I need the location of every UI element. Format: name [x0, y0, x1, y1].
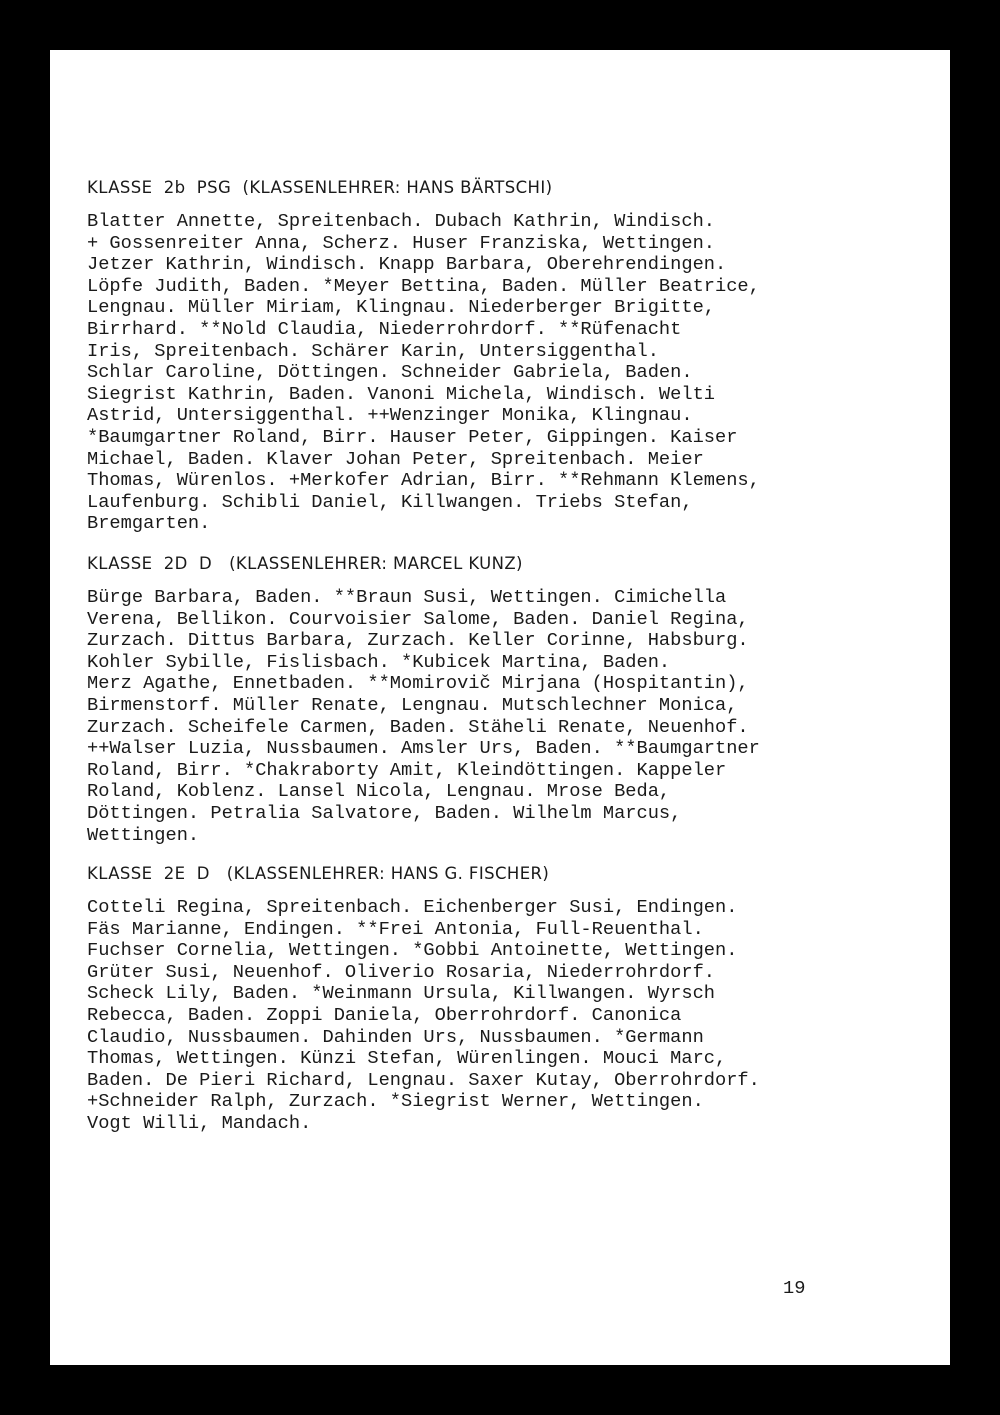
text-line: Baden. De Pieri Richard, Lengnau. Saxer Kutay, Oberrohrdorf.: [87, 1068, 760, 1091]
text-line: ++Walser Luzia, Nussbaumen. Amsler Urs, Baden. **Baumgartner: [87, 737, 760, 760]
text-line: Blatter Annette, Spreitenbach. Dubach Kathrin, Windisch.: [87, 210, 716, 232]
class-2b-student-list: [87, 211, 887, 535]
text-line: + Gossenreiter Anna, Scherz. Huser Franziska, Wettingen.: [87, 231, 716, 254]
text-line: Siegrist Kathrin, Baden. Vanoni Michela, Windisch. Welti: [87, 382, 716, 405]
text-line: Michael, Baden. Klaver Johan Peter, Spreitenbach. Meier: [87, 447, 704, 470]
class-2d-heading: KLASSE 2D D (KLASSENLEHRER: MARCEL KUNZ): [87, 554, 523, 573]
text-line: Laufenburg. Schibli Daniel, Killwangen. Triebs Stefan,: [87, 490, 693, 513]
text-line: Thomas, Wettingen. Künzi Stefan, Würenlingen. Mouci Marc,: [87, 1047, 727, 1070]
text-line: Rebecca, Baden. Zoppi Daniela, Oberrohrdorf. Canonica: [87, 1003, 682, 1026]
text-line: Birrhard. **Nold Claudia, Niederrohrdorf. **Rüfenacht: [87, 317, 682, 340]
text-line: Döttingen. Petralia Salvatore, Baden. Wilhelm Marcus,: [87, 801, 682, 824]
text-line: Schlar Caroline, Döttingen. Schneider Gabriela, Baden.: [87, 361, 693, 384]
text-line: Fuchser Cornelia, Wettingen. *Gobbi Antoinette, Wettingen.: [87, 939, 738, 962]
class-2b-section: [87, 177, 887, 535]
text-line: *Baumgartner Roland, Birr. Hauser Peter, Gippingen. Kaiser: [87, 425, 738, 448]
class-2e-heading: KLASSE 2E D (KLASSENLEHRER: HANS G. FISCHER): [87, 864, 550, 883]
document-page: [50, 50, 950, 1365]
text-line: Astrid, Untersiggenthal. ++Wenzinger Monika, Klingnau.: [87, 404, 693, 427]
text-line: Birmenstorf. Müller Renate, Lengnau. Mutschlechner Monica,: [87, 693, 738, 716]
text-line: Verena, Bellikon. Courvoisier Salome, Baden. Daniel Regina,: [87, 607, 749, 630]
class-2d-section: [87, 553, 887, 846]
text-line: Roland, Birr. *Chakraborty Amit, Kleindöttingen. Kappeler: [87, 758, 727, 781]
text-line: Merz Agathe, Ennetbaden. **Momirovič Mirjana (Hospitantin),: [87, 672, 749, 695]
text-line: Fäs Marianne, Endingen. **Frei Antonia, Full-Reuenthal.: [87, 917, 704, 940]
class-2e-section: [87, 863, 887, 1135]
text-line: Lengnau. Müller Miriam, Klingnau. Niederberger Brigitte,: [87, 296, 716, 319]
text-line: Claudio, Nussbaumen. Dahinden Urs, Nussbaumen. *Germann: [87, 1025, 704, 1048]
class-2d-student-list: [87, 587, 887, 846]
text-line: Cotteli Regina, Spreitenbach. Eichenberger Susi, Endingen.: [87, 896, 738, 918]
text-line: Wettingen.: [87, 823, 200, 846]
text-line: Iris, Spreitenbach. Schärer Karin, Untersiggenthal.: [87, 339, 659, 362]
class-2e-student-list: [87, 897, 887, 1135]
text-line: Jetzer Kathrin, Windisch. Knapp Barbara, Oberehrendingen.: [87, 253, 727, 276]
class-2b-heading: KLASSE 2b PSG (KLASSENLEHRER: HANS BÄRTSCHI): [87, 178, 553, 197]
text-line: Vogt Willi, Mandach.: [87, 1111, 312, 1134]
text-line: +Schneider Ralph, Zurzach. *Siegrist Werner, Wettingen.: [87, 1090, 704, 1113]
text-line: Zurzach. Dittus Barbara, Zurzach. Keller Corinne, Habsburg.: [87, 629, 749, 652]
text-line: Grüter Susi, Neuenhof. Oliverio Rosaria, Niederrohrdorf.: [87, 960, 716, 983]
text-line: Thomas, Würenlos. +Merkofer Adrian, Birr. **Rehmann Klemens,: [87, 469, 760, 492]
text-line: Scheck Lily, Baden. *Weinmann Ursula, Killwangen. Wyrsch: [87, 982, 716, 1005]
text-line: Bürge Barbara, Baden. **Braun Susi, Wettingen. Cimichella: [87, 586, 727, 608]
text-line: Zurzach. Scheifele Carmen, Baden. Stäheli Renate, Neuenhof.: [87, 715, 749, 738]
text-line: Kohler Sybille, Fislisbach. *Kubicek Martina, Baden.: [87, 650, 671, 673]
text-line: Bremgarten.: [87, 512, 211, 535]
text-line: Löpfe Judith, Baden. *Meyer Bettina, Baden. Müller Beatrice,: [87, 274, 760, 297]
page-number: 19: [783, 1277, 806, 1299]
text-line: Roland, Koblenz. Lansel Nicola, Lengnau. Mrose Beda,: [87, 780, 671, 803]
